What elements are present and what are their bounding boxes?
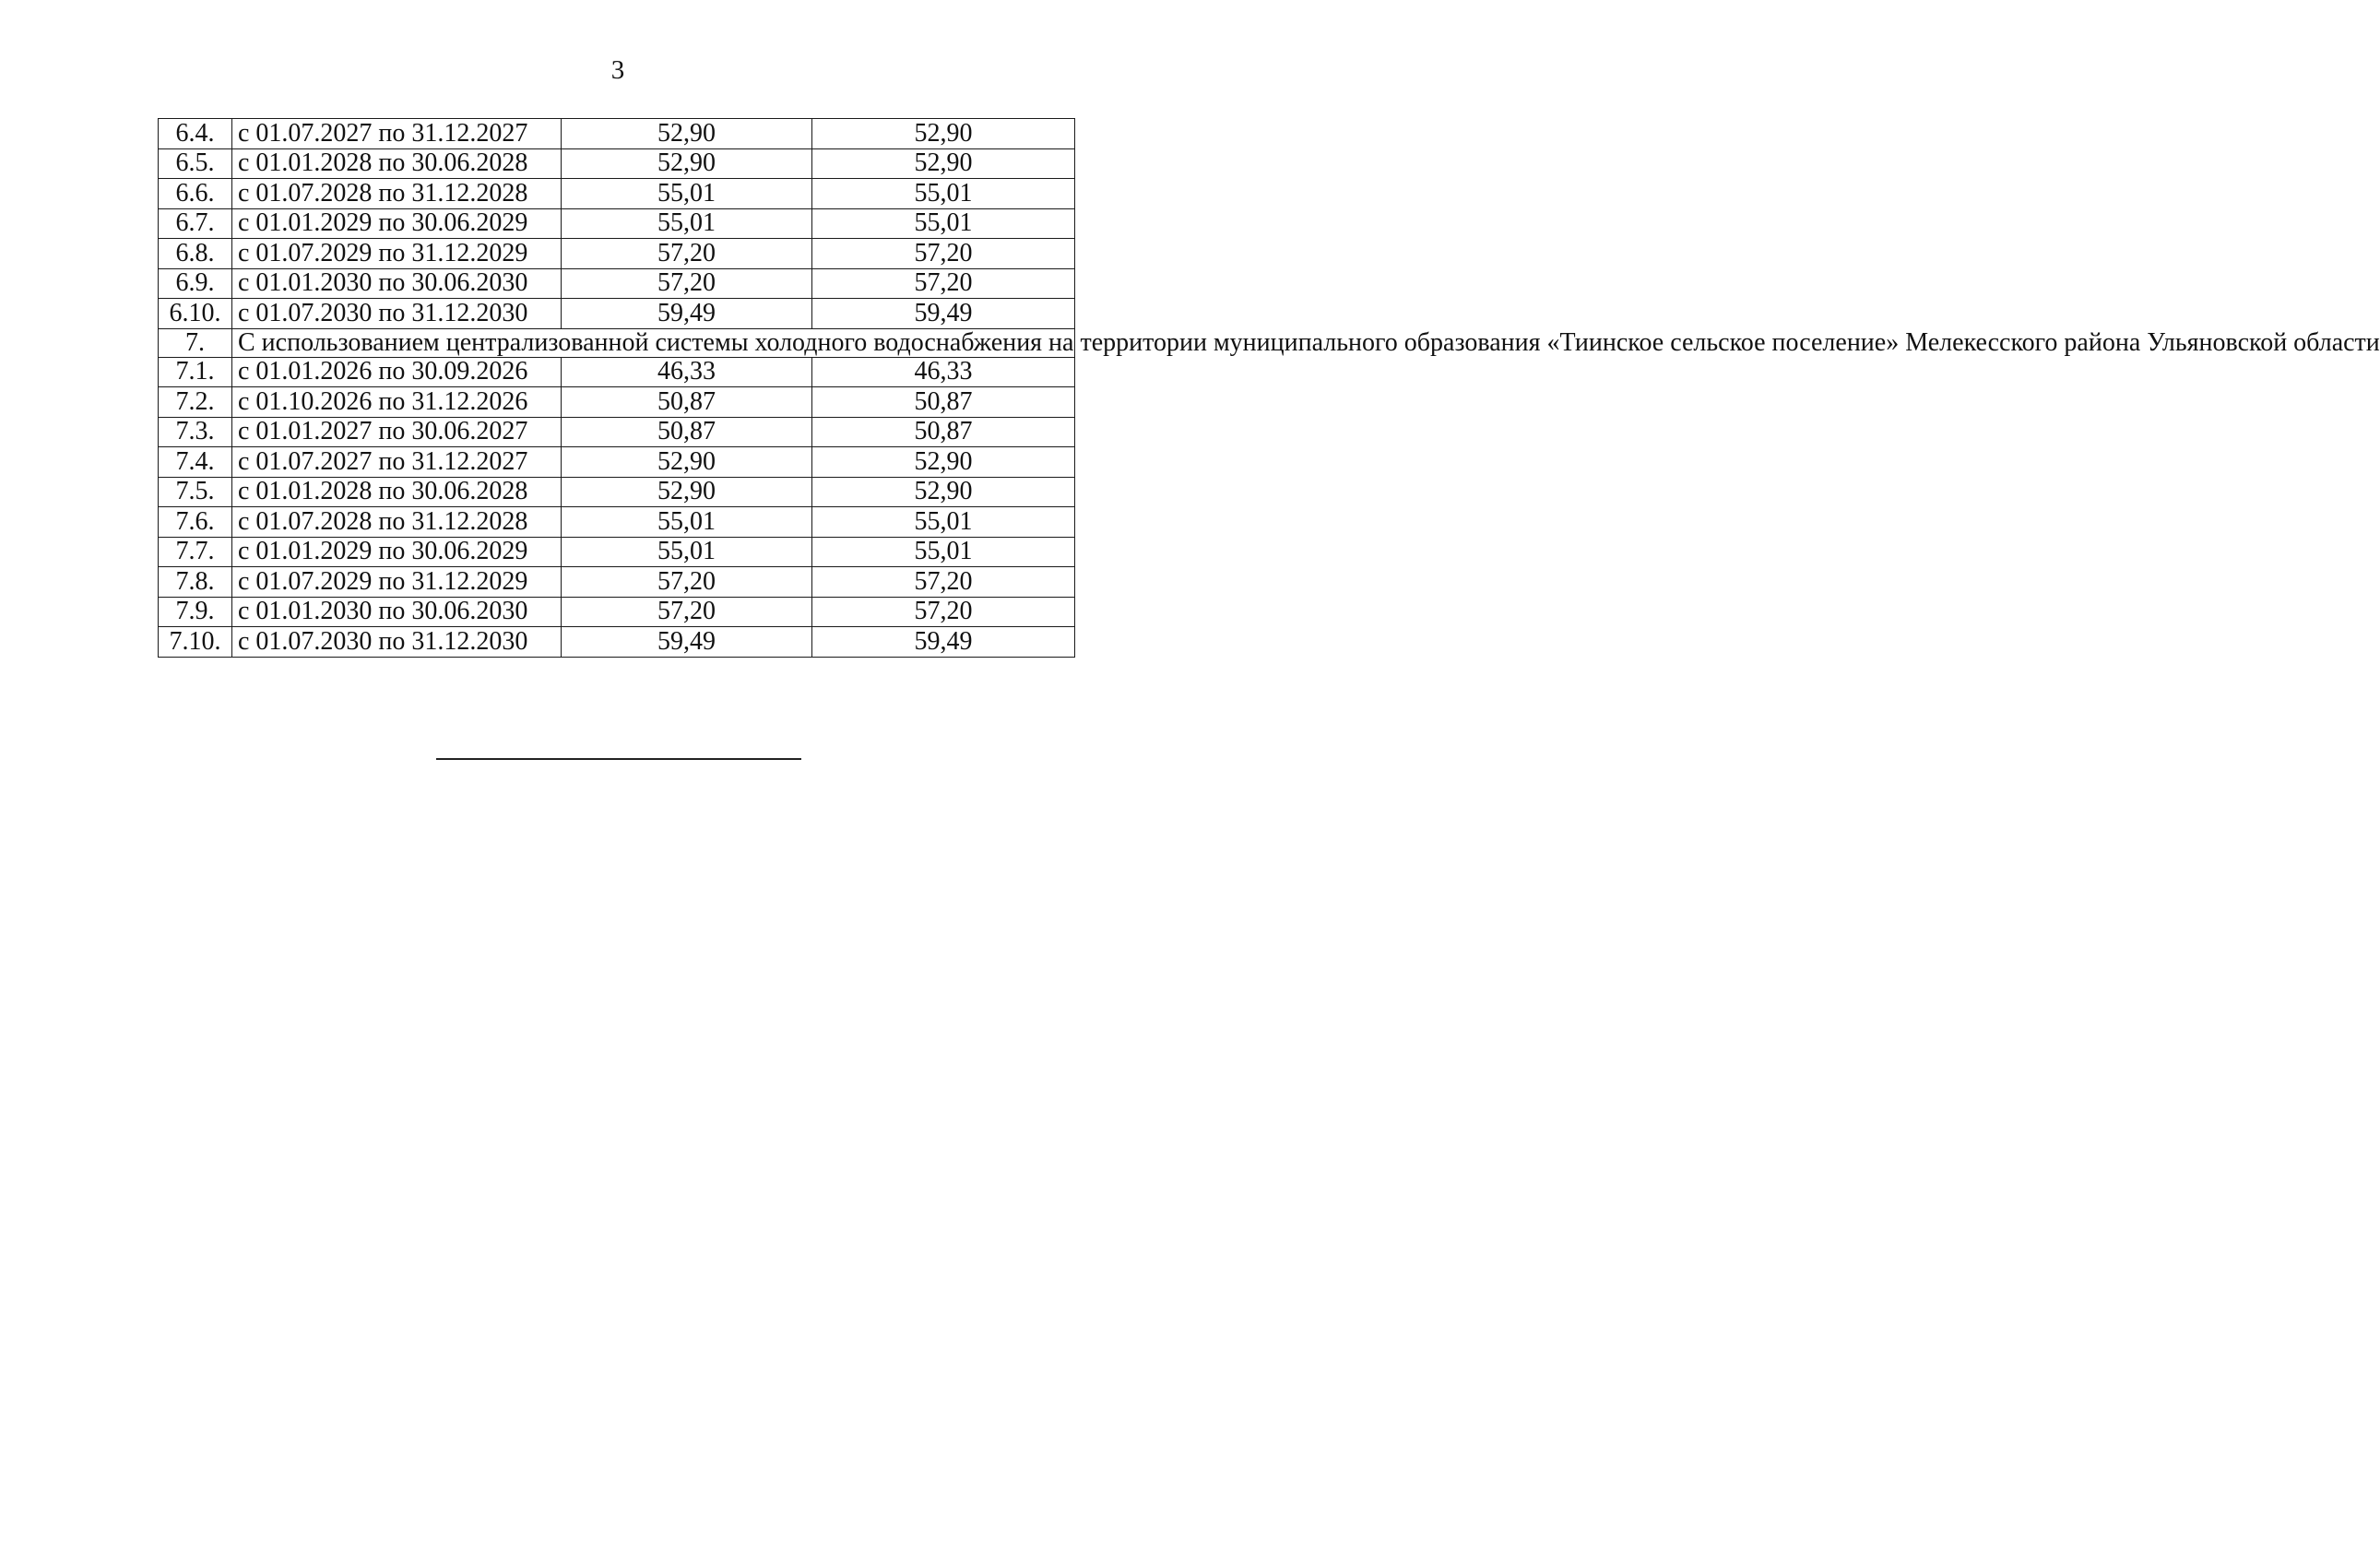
row-value-1: 55,01 (562, 179, 812, 209)
row-period: с 01.01.2029 по 30.06.2029 (232, 537, 562, 567)
row-number: 7.8. (159, 567, 232, 598)
row-period: с 01.07.2029 по 31.12.2029 (232, 239, 562, 269)
row-period: с 01.07.2027 по 31.12.2027 (232, 447, 562, 478)
row-number: 7.1. (159, 357, 232, 387)
table-row (159, 417, 1075, 447)
row-value-1: 55,01 (562, 537, 812, 567)
section-number: 7. (159, 328, 232, 357)
table-row (159, 268, 1075, 299)
row-number: 7.5. (159, 477, 232, 507)
row-number: 6.7. (159, 208, 232, 239)
row-number: 6.8. (159, 239, 232, 269)
row-value-1: 59,49 (562, 627, 812, 658)
row-value-1: 52,90 (562, 148, 812, 179)
table-row (159, 387, 1075, 418)
row-value-2: 52,90 (812, 119, 1075, 149)
row-period: с 01.01.2028 по 30.06.2028 (232, 148, 562, 179)
row-value-1: 52,90 (562, 447, 812, 478)
row-value-1: 57,20 (562, 567, 812, 598)
row-value-1: 57,20 (562, 597, 812, 627)
row-period: с 01.01.2030 по 30.06.2030 (232, 597, 562, 627)
row-period: с 01.07.2028 по 31.12.2028 (232, 179, 562, 209)
row-value-1: 57,20 (562, 239, 812, 269)
row-value-2: 50,87 (812, 417, 1075, 447)
row-value-2: 55,01 (812, 507, 1075, 538)
row-value-2: 52,90 (812, 447, 1075, 478)
row-value-2: 55,01 (812, 537, 1075, 567)
row-period: с 01.07.2030 по 31.12.2030 (232, 299, 562, 329)
table-row (159, 148, 1075, 179)
table-row (159, 567, 1075, 598)
row-value-2: 46,33 (812, 357, 1075, 387)
row-value-2: 59,49 (812, 299, 1075, 329)
row-period: с 01.01.2028 по 30.06.2028 (232, 477, 562, 507)
table-row (159, 537, 1075, 567)
row-value-2: 57,20 (812, 567, 1075, 598)
row-number: 6.9. (159, 268, 232, 299)
row-number: 7.6. (159, 507, 232, 538)
row-period: с 01.07.2028 по 31.12.2028 (232, 507, 562, 538)
tariff-table (158, 118, 2380, 658)
table-row (159, 507, 1075, 538)
table-row (159, 357, 1075, 387)
row-value-1: 50,87 (562, 387, 812, 418)
row-period: с 01.01.2030 по 30.06.2030 (232, 268, 562, 299)
row-number: 7.10. (159, 627, 232, 658)
table-row (159, 119, 1075, 149)
table-row (159, 477, 1075, 507)
row-value-2: 52,90 (812, 477, 1075, 507)
end-rule (436, 758, 801, 760)
row-value-2: 59,49 (812, 627, 1075, 658)
section-header-row (159, 328, 1075, 357)
row-number: 7.2. (159, 387, 232, 418)
tariff-table-body (159, 118, 2380, 658)
row-period: с 01.07.2027 по 31.12.2027 (232, 119, 562, 149)
row-period: с 01.01.2026 по 30.09.2026 (232, 357, 562, 387)
page-number: 3 (610, 55, 625, 85)
table-row (159, 627, 1075, 658)
row-period: с 01.10.2026 по 31.12.2026 (232, 387, 562, 418)
row-value-2: 52,90 (812, 148, 1075, 179)
row-value-2: 55,01 (812, 208, 1075, 239)
table-row (159, 208, 1075, 239)
row-number: 7.3. (159, 417, 232, 447)
table-row (159, 447, 1075, 478)
row-period: с 01.01.2027 по 30.06.2027 (232, 417, 562, 447)
table-row (159, 239, 1075, 269)
row-number: 6.6. (159, 179, 232, 209)
row-value-1: 52,90 (562, 119, 812, 149)
row-value-1: 57,20 (562, 268, 812, 299)
row-number: 6.5. (159, 148, 232, 179)
row-number: 6.10. (159, 299, 232, 329)
row-period: с 01.07.2029 по 31.12.2029 (232, 567, 562, 598)
row-number: 7.7. (159, 537, 232, 567)
row-value-1: 55,01 (562, 507, 812, 538)
section-description: С использованием централизованной системы холодного водоснабжения на территории муниципального образования «Тиинское сельское поселение» Мелекесского района Ульяновской области (232, 328, 1075, 357)
table-row (159, 597, 1075, 627)
row-value-1: 50,87 (562, 417, 812, 447)
row-value-2: 57,20 (812, 239, 1075, 269)
row-value-2: 57,20 (812, 268, 1075, 299)
row-number: 7.4. (159, 447, 232, 478)
row-value-1: 59,49 (562, 299, 812, 329)
table-row (159, 179, 1075, 209)
row-period: с 01.01.2029 по 30.06.2029 (232, 208, 562, 239)
row-period: с 01.07.2030 по 31.12.2030 (232, 627, 562, 658)
row-value-2: 57,20 (812, 597, 1075, 627)
row-number: 7.9. (159, 597, 232, 627)
row-value-1: 46,33 (562, 357, 812, 387)
row-value-2: 55,01 (812, 179, 1075, 209)
row-value-2: 50,87 (812, 387, 1075, 418)
row-number: 6.4. (159, 119, 232, 149)
table-row (159, 299, 1075, 329)
row-value-1: 52,90 (562, 477, 812, 507)
row-value-1: 55,01 (562, 208, 812, 239)
